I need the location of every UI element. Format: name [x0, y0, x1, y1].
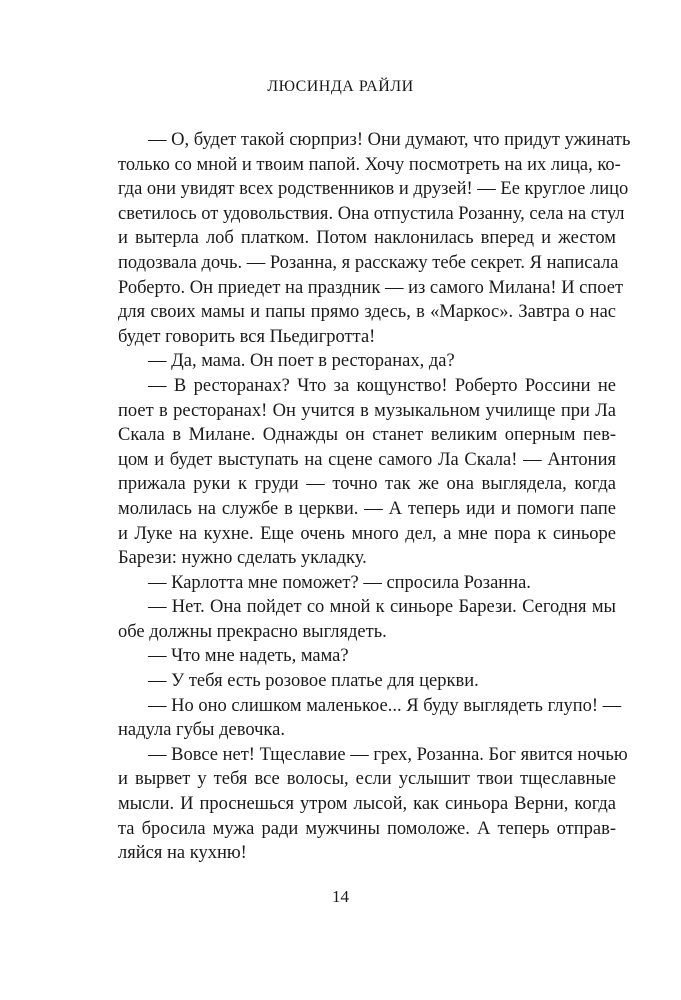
text-line: — У тебя есть розовое платье для церкви.: [148, 671, 479, 692]
text-line: — Карлотта мне поможет? — спросила Розанна.: [148, 572, 531, 593]
text-line: подозвала дочь. — Розанна, я расскажу тебе секрет. Я написала: [118, 252, 619, 273]
text-line: поет в ресторанах! Он учится в музыкальном училище при Ла: [118, 400, 616, 421]
text-line: и Луке на кухне. Еще очень много дел, а мне пора к синьоре: [118, 523, 616, 544]
text-line: и вырвет у тебя все волосы, если услышит твои тщеславные: [118, 769, 616, 790]
text-line: светилось от удовольствия. Она отпустила Розанну, села на стул: [118, 203, 625, 224]
text-line: — Да, мама. Он поет в ресторанах, да?: [148, 351, 455, 372]
running-head-author: ЛЮСИНДА РАЙЛИ: [267, 78, 414, 95]
text-line: молилась на службе в церкви. — А теперь иди и помоги папе: [118, 498, 616, 519]
text-line: Скала в Милане. Однажды он станет великим оперным пев-: [118, 425, 616, 446]
text-line: — Но оно слишком маленькое... Я буду выглядеть глупо! —: [148, 695, 622, 716]
page-number: 14: [332, 887, 349, 906]
text-line: будет говорить вся Пьедигротта!: [118, 326, 376, 347]
body-text: [118, 128, 631, 866]
text-line: — О, будет такой сюрприз! Они думают, что придут ужинать: [148, 130, 631, 150]
text-line: ляйся на кухню!: [118, 843, 247, 864]
text-line: мысли. И проснешься утром лысой, как синьора Верни, когда: [118, 794, 616, 815]
text-line: обе должны прекрасно выглядеть.: [118, 621, 387, 642]
text-line: для своих мамы и папы прямо здесь, в «Маркос». Завтра о нас: [118, 302, 616, 323]
text-line: Барези: нужно сделать укладку.: [118, 548, 367, 569]
text-line: и вытерла лоб платком. Потом наклонилась вперед и жестом: [118, 228, 616, 249]
text-line: — В ресторанах? Что за кощунство! Роберто Россини не: [148, 375, 616, 396]
text-line: — Вовсе нет! Тщеславие — грех, Розанна. Бог явится ночью: [148, 744, 628, 765]
text-line: только со мной и твоим папой. Хочу посмотреть на их лица, ко-: [118, 154, 621, 175]
text-line: Роберто. Он приедет на праздник — из самого Милана! И споет: [118, 277, 624, 298]
text-line: та бросила мужа ради мужчины помоложе. А теперь отправ-: [118, 818, 616, 839]
text-line: гда они увидят всех родственников и друзей! — Ее круглое лицо: [118, 179, 629, 200]
text-line: прижала руки к груди — точно так же она выглядела, когда: [118, 474, 616, 495]
text-line: цом и будет выступать на сцене самого Ла Скала! — Антония: [118, 449, 616, 470]
text-line: — Что мне надеть, мама?: [148, 646, 349, 667]
text-line: — Нет. Она пойдет со мной к синьоре Барези. Сегодня мы: [148, 597, 616, 618]
text-line: надула губы девочка.: [118, 720, 285, 741]
